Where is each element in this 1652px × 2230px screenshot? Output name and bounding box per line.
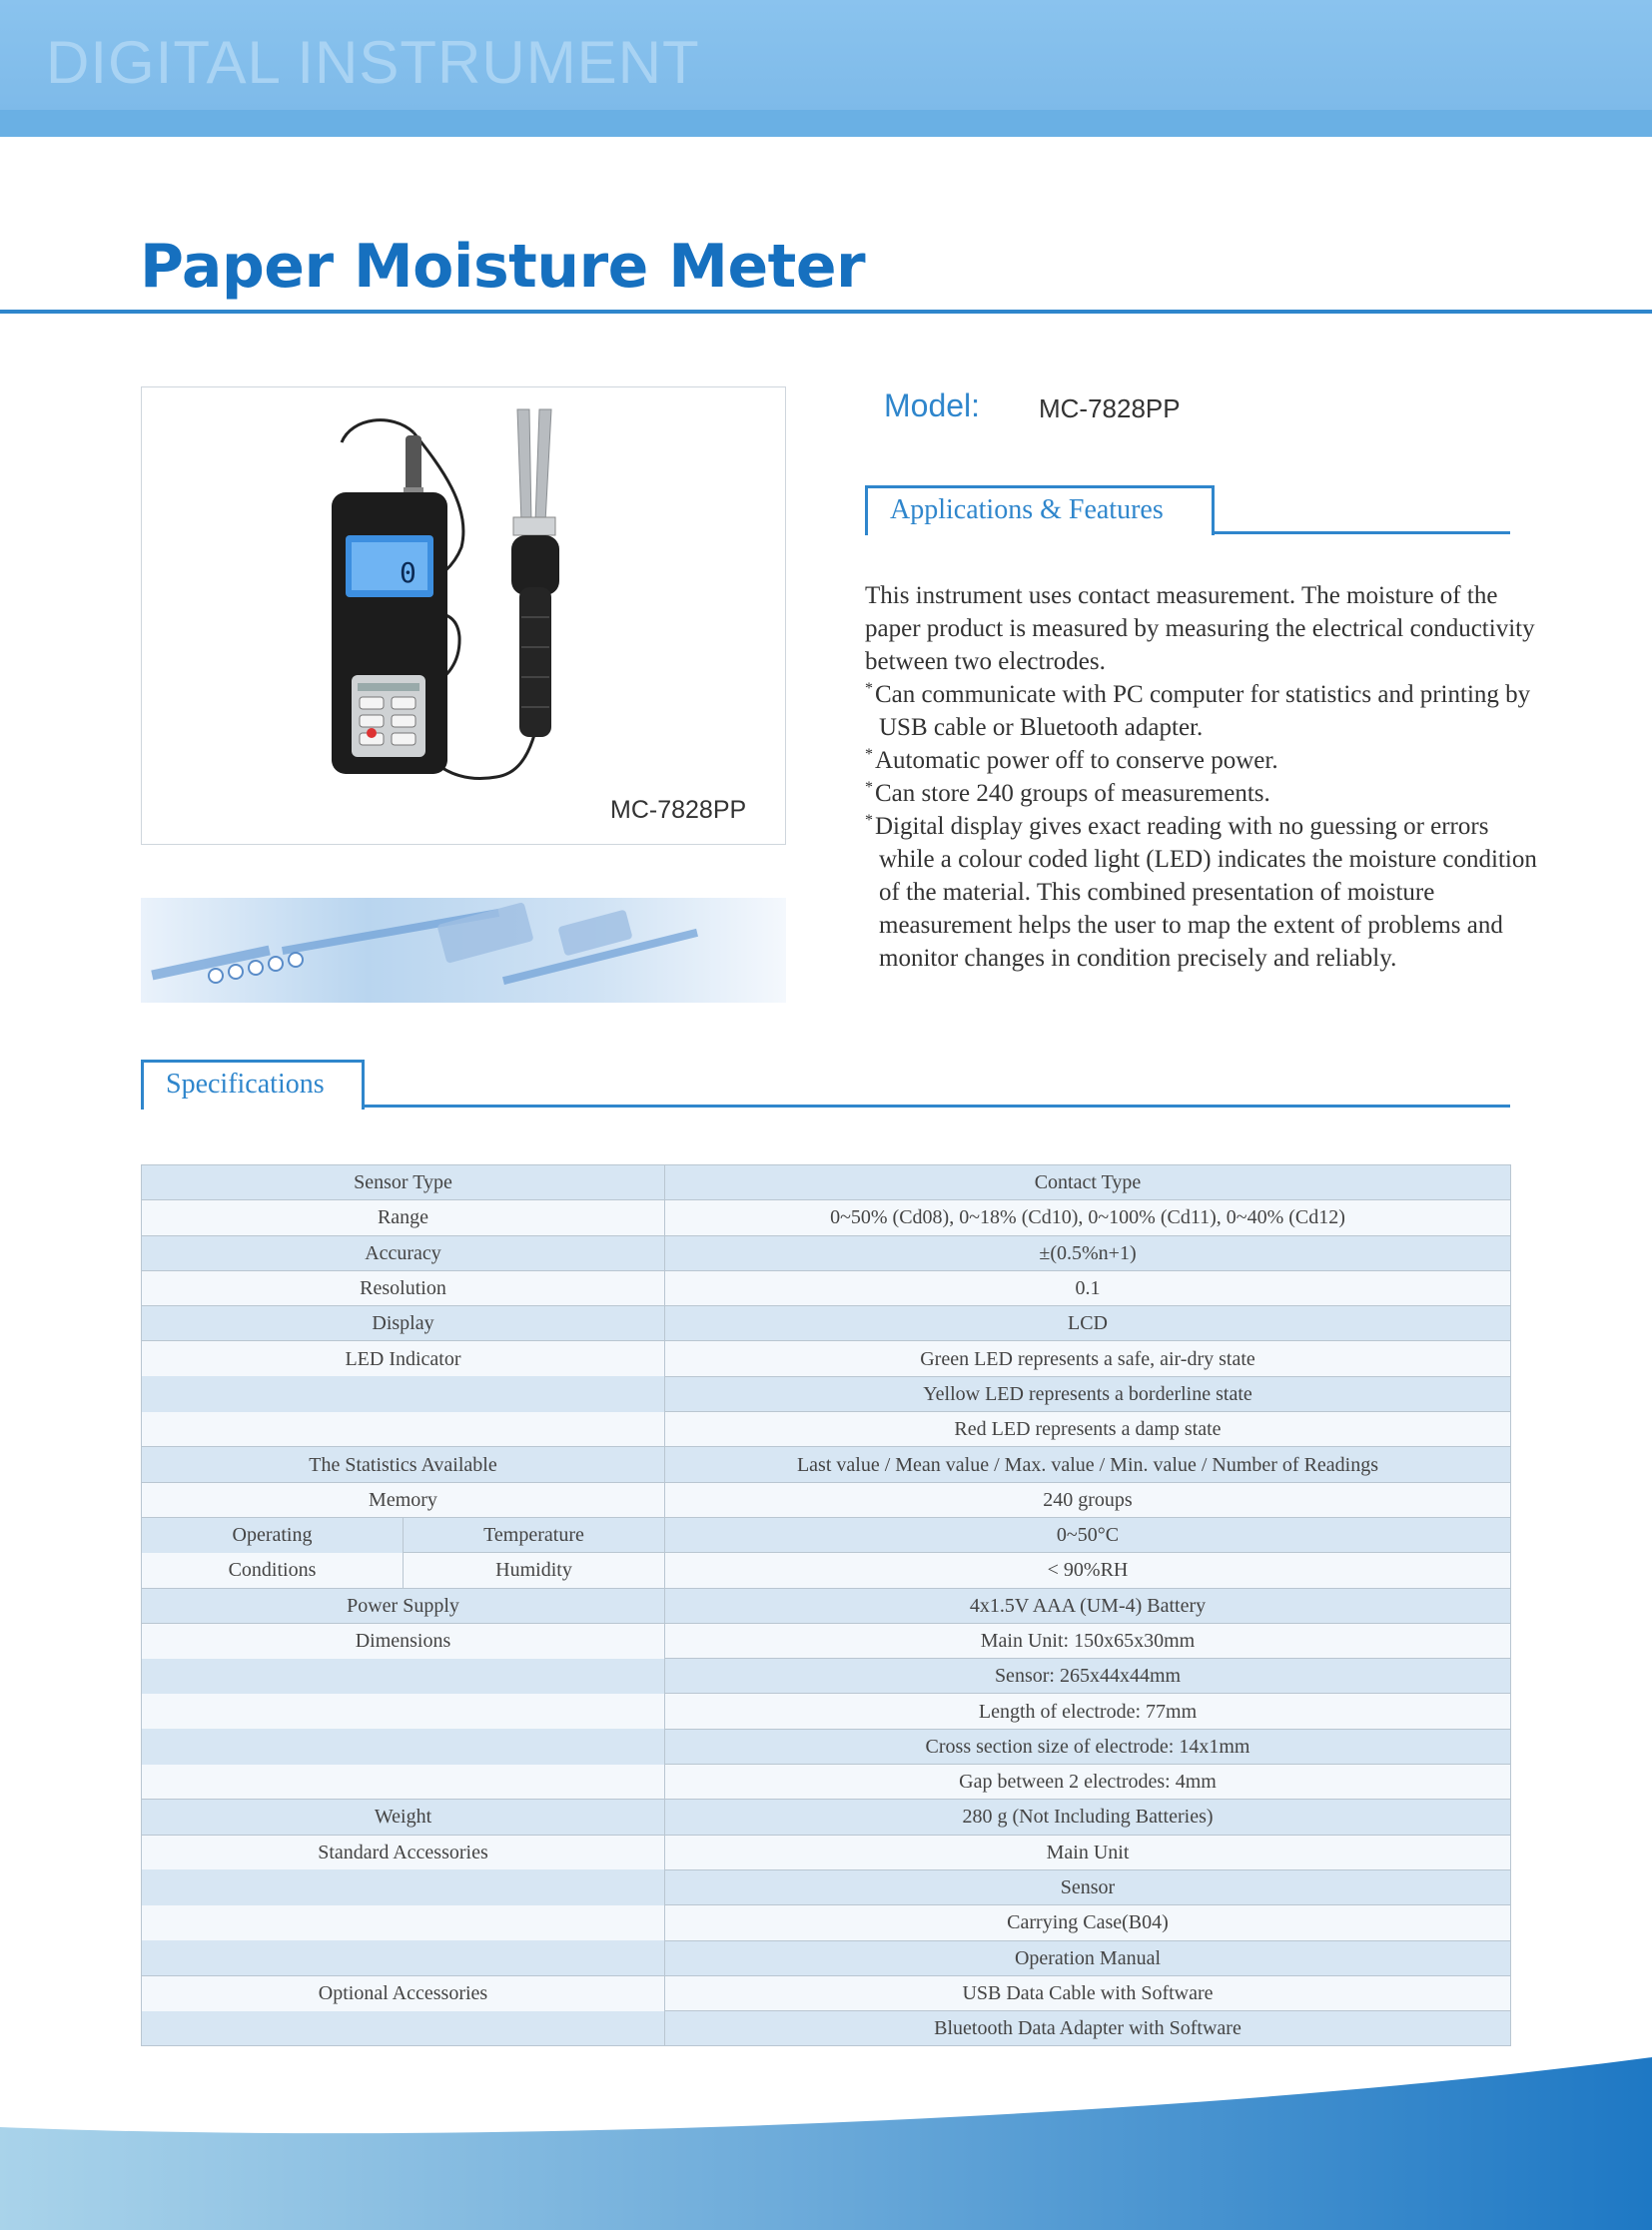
features-intro: This instrument uses contact measurement. The moisture of the paper product is measured by measuring the electrical conductivity between two electrodes. — [865, 582, 1535, 675]
spec-label — [142, 1412, 665, 1447]
spec-value: Length of electrode: 77mm — [665, 1694, 1511, 1729]
table-row — [142, 1270, 1511, 1305]
spec-value: < 90%RH — [665, 1553, 1511, 1588]
product-image-frame — [141, 386, 786, 845]
footer-wave — [0, 2057, 1652, 2230]
spec-label: Dimensions — [142, 1623, 665, 1658]
table-row — [142, 1694, 1511, 1729]
table-row — [142, 1200, 1511, 1235]
header-stripe — [0, 110, 1652, 137]
feature-bullet: *Digital display gives exact reading with no guessing or errors while a colour coded light (LED) indicates the moisture condition of the material. This combined presentation of moisture measurement helps the user to map the extent of problems and monitor changes in condition precisely and reliably. — [865, 811, 1537, 972]
spec-value: 0~50% (Cd08), 0~18% (Cd10), 0~100% (Cd11), 0~40% (Cd12) — [665, 1200, 1511, 1235]
spec-label: Display — [142, 1306, 665, 1341]
spec-value: 240 groups — [665, 1482, 1511, 1517]
header-band — [0, 0, 1652, 137]
header-band-title: DIGITAL INSTRUMENT — [46, 29, 700, 96]
spec-label: Range — [142, 1200, 665, 1235]
spec-value: 280 g (Not Including Batteries) — [665, 1800, 1511, 1835]
spec-label — [142, 1729, 665, 1764]
specifications-table — [141, 1164, 1511, 2046]
product-image-caption: MC-7828PP — [610, 796, 747, 824]
feature-bullet: *Automatic power off to conserve power. — [865, 745, 1278, 774]
spec-value: Operation Manual — [665, 1940, 1511, 1975]
spec-label: LED Indicator — [142, 1341, 665, 1376]
spec-value: 4x1.5V AAA (UM-4) Battery — [665, 1588, 1511, 1623]
table-row — [142, 1235, 1511, 1270]
spec-label: The Statistics Available — [142, 1447, 665, 1482]
spec-value: Main Unit — [665, 1835, 1511, 1869]
spec-label — [142, 1869, 665, 1904]
spec-value: 0.1 — [665, 1270, 1511, 1305]
table-row — [142, 1800, 1511, 1835]
model-label: Model: — [884, 387, 981, 423]
feature-bullet: *Can store 240 groups of measurements. — [865, 778, 1270, 807]
spec-value: Bluetooth Data Adapter with Software — [665, 2011, 1511, 2046]
spec-value: Sensor: 265x44x44mm — [665, 1659, 1511, 1694]
spec-label: Conditions — [142, 1553, 404, 1588]
spec-value: Yellow LED represents a borderline state — [665, 1376, 1511, 1411]
spec-sublabel: Humidity — [404, 1553, 665, 1588]
table-row — [142, 1376, 1511, 1411]
spec-sublabel: Temperature — [404, 1517, 665, 1552]
table-row — [142, 1306, 1511, 1341]
model-value: MC-7828PP — [1039, 393, 1181, 423]
table-row — [142, 1835, 1511, 1869]
spec-value: ±(0.5%n+1) — [665, 1235, 1511, 1270]
sensor-handle — [511, 535, 559, 595]
spec-label: Accuracy — [142, 1235, 665, 1270]
table-row — [142, 1517, 1511, 1552]
table-row — [142, 1623, 1511, 1658]
table-row — [142, 1765, 1511, 1800]
spec-value: Last value / Mean value / Max. value / Min. value / Number of Readings — [665, 1447, 1511, 1482]
spec-value: Sensor — [665, 1869, 1511, 1904]
spec-label: Memory — [142, 1482, 665, 1517]
spec-label: Resolution — [142, 1270, 665, 1305]
spec-label — [142, 1940, 665, 1975]
features-heading-rule — [1212, 531, 1510, 534]
title-divider — [0, 310, 1652, 314]
spec-label: Power Supply — [142, 1588, 665, 1623]
specs-heading-rule — [362, 1105, 1510, 1108]
spec-value: Green LED represents a safe, air-dry state — [665, 1341, 1511, 1376]
spec-label — [142, 1905, 665, 1940]
table-row — [142, 2011, 1511, 2046]
spec-value: LCD — [665, 1306, 1511, 1341]
spec-value: Contact Type — [665, 1165, 1511, 1200]
feature-bullet: *Can communicate with PC computer for statistics and printing by USB cable or Bluetooth adapter. — [865, 679, 1531, 741]
spec-label — [142, 1765, 665, 1800]
spec-label: Standard Accessories — [142, 1835, 665, 1869]
connector-plug — [406, 435, 421, 495]
spec-label: Weight — [142, 1800, 665, 1835]
spec-value: Red LED represents a damp state — [665, 1412, 1511, 1447]
table-row — [142, 1729, 1511, 1764]
table-row — [142, 1341, 1511, 1376]
table-row — [142, 1940, 1511, 1975]
svg-text:0: 0 — [400, 556, 416, 589]
table-row — [142, 1553, 1511, 1588]
spec-label: Sensor Type — [142, 1165, 665, 1200]
spec-value: Main Unit: 150x65x30mm — [665, 1623, 1511, 1658]
spec-value: Gap between 2 electrodes: 4mm — [665, 1765, 1511, 1800]
table-row — [142, 1482, 1511, 1517]
sensor-cable — [342, 420, 413, 442]
table-row — [142, 1447, 1511, 1482]
specs-heading: Specifications — [141, 1060, 365, 1110]
spec-label: Optional Accessories — [142, 1975, 665, 2010]
spec-label — [142, 1659, 665, 1694]
table-row — [142, 1659, 1511, 1694]
electrode-left — [517, 409, 531, 522]
product-image — [142, 387, 785, 844]
spec-value: USB Data Cable with Software — [665, 1975, 1511, 2010]
spec-label — [142, 2011, 665, 2046]
spec-value: 0~50°C — [665, 1517, 1511, 1552]
table-row — [142, 1412, 1511, 1447]
table-row — [142, 1975, 1511, 2010]
table-row — [142, 1588, 1511, 1623]
table-row — [142, 1905, 1511, 1940]
features-heading: Applications & Features — [865, 485, 1215, 535]
spec-value: Cross section size of electrode: 14x1mm — [665, 1729, 1511, 1764]
spec-label — [142, 1694, 665, 1729]
table-row — [142, 1869, 1511, 1904]
spec-value: Carrying Case(B04) — [665, 1905, 1511, 1940]
spec-label: Operating — [142, 1517, 404, 1552]
features-description — [865, 579, 1544, 975]
circuit-banner — [141, 898, 786, 1003]
table-row — [142, 1165, 1511, 1200]
spec-label — [142, 1376, 665, 1411]
page-title: Paper Moisture Meter — [140, 232, 866, 302]
